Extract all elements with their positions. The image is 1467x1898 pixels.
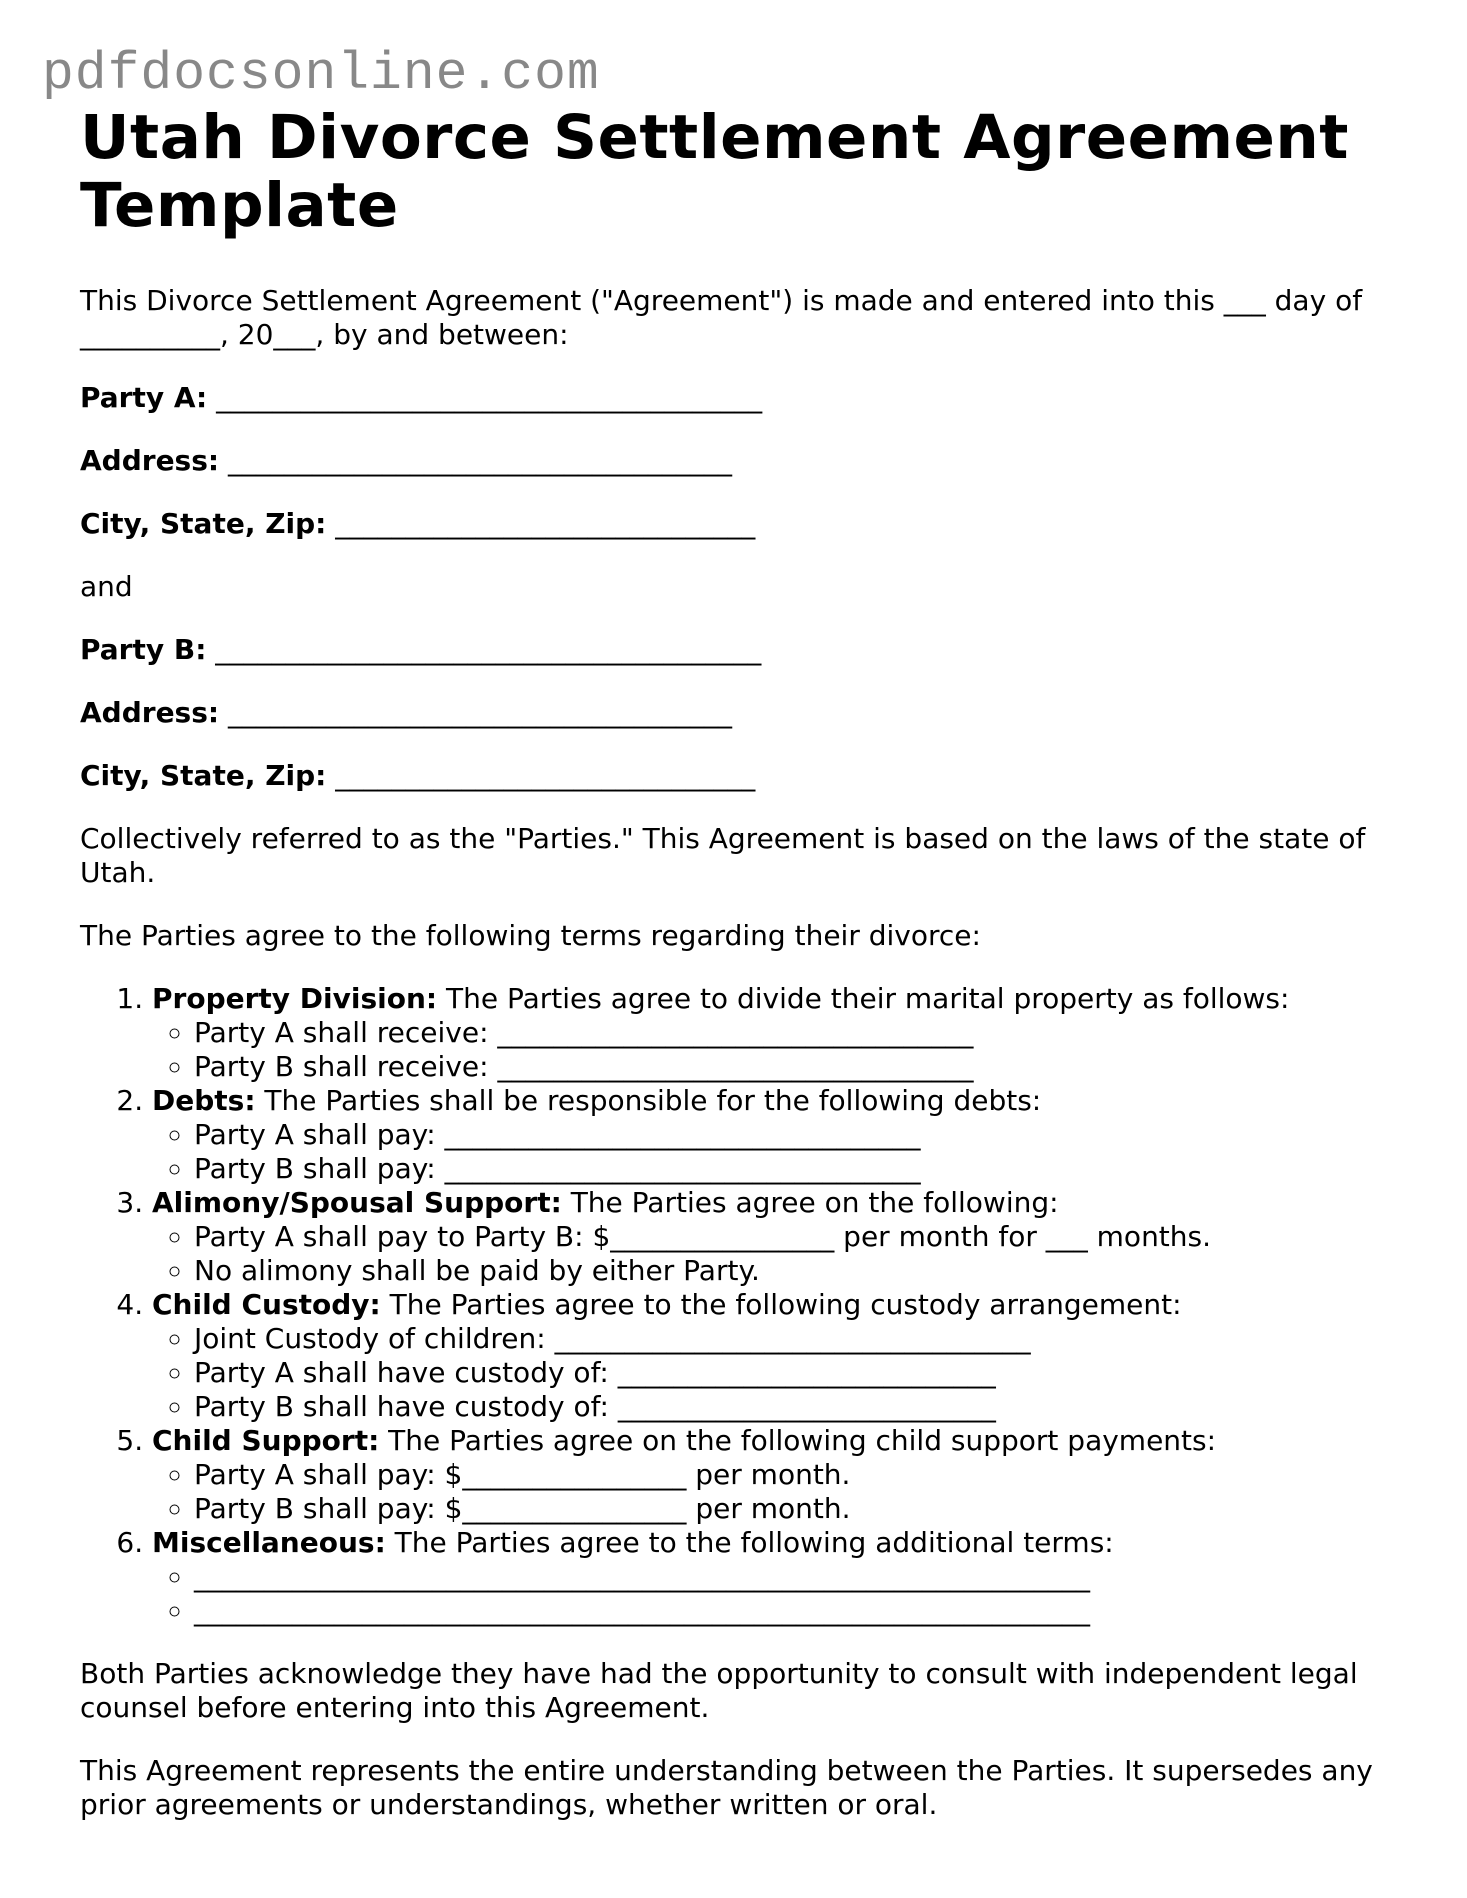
party-b-city-blank[interactable]: ______________________________ [326, 759, 756, 792]
section-title: Miscellaneous: [152, 1526, 386, 1559]
section-title: Property Division: [152, 982, 438, 1015]
party-b-address-blank[interactable]: ____________________________________ [219, 696, 732, 729]
acknowledge-paragraph: Both Parties acknowledge they have had the opportunity to consult with independent legal counsel before entering into this Agreement. [80, 1657, 1358, 1724]
collectively-paragraph: Collectively referred to as the "Parties." This Agreement is based on the laws of the state of Utah. [80, 822, 1366, 889]
list-item[interactable]: ◦ Party A shall pay: $________________ per month. [194, 1458, 1400, 1492]
party-b-name-label: Party B: [80, 633, 207, 666]
list-item[interactable]: ◦ ________________________________________________________________ [194, 1560, 1400, 1594]
party-b-address-field[interactable] [80, 696, 1400, 730]
section-text: The Parties agree to the following additional terms: [385, 1526, 1114, 1559]
party-a-name-field[interactable] [80, 381, 1400, 415]
party-a-city-field[interactable] [80, 507, 1400, 541]
list-item[interactable]: ◦ Party B shall receive: __________________________________ [194, 1050, 1400, 1084]
party-a-address-blank[interactable]: ____________________________________ [219, 444, 732, 477]
list-item[interactable]: ◦ Party B shall pay: __________________________________ [194, 1152, 1400, 1186]
list-item[interactable]: ◦ Party B shall pay: $________________ per month. [194, 1492, 1400, 1526]
entire-agreement-paragraph: This Agreement represents the entire understanding between the Parties. It supersedes any prior agreements or understandings, whether written or oral. [80, 1754, 1373, 1821]
party-b-city-label: City, State, Zip: [80, 759, 327, 792]
party-b-address-label: Address: [80, 696, 220, 729]
section-child-custody [152, 1288, 1400, 1424]
section-title: Child Custody: [152, 1288, 381, 1321]
section-text: The Parties agree on the following: [561, 1186, 1059, 1219]
and-text: and [80, 570, 133, 603]
list-item: ◦ No alimony shall be paid by either Party. [194, 1254, 1400, 1288]
section-title: Alimony/Spousal Support: [152, 1186, 562, 1219]
document-title: Utah Divorce Settlement Agreement Template [80, 102, 1349, 241]
section-text: The Parties shall be responsible for the following debts: [255, 1084, 1042, 1117]
section-text: The Parties agree on the following child support payments: [379, 1424, 1217, 1457]
section-alimony [152, 1186, 1400, 1288]
list-item[interactable]: ◦ Party B shall have custody of: ___________________________ [194, 1390, 1400, 1424]
party-a-city-label: City, State, Zip: [80, 507, 327, 540]
party-a-address-field[interactable] [80, 444, 1400, 478]
section-text: The Parties agree to the following custody arrangement: [380, 1288, 1182, 1321]
party-a-city-blank[interactable]: ______________________________ [326, 507, 756, 540]
party-a-name-blank[interactable]: _______________________________________ [207, 381, 763, 414]
party-b-city-field[interactable] [80, 759, 1400, 793]
list-item[interactable]: ◦ Party A shall pay to Party B: $________________ per month for ___ months. [194, 1220, 1400, 1254]
party-b-name-blank[interactable]: _______________________________________ [206, 633, 762, 666]
document-body [80, 104, 1400, 1822]
watermark: pdfdocsonline.com [42, 44, 600, 104]
section-debts [152, 1084, 1400, 1186]
list-item[interactable]: ◦ Party A shall pay: __________________________________ [194, 1118, 1400, 1152]
party-b-name-field[interactable] [80, 633, 1400, 667]
list-item[interactable]: ◦ Joint Custody of children: __________________________________ [194, 1322, 1400, 1356]
intro-paragraph: This Divorce Settlement Agreement ("Agreement") is made and entered into this ___ day of __________, 20___, by and between: [80, 284, 1363, 351]
section-child-support [152, 1424, 1400, 1526]
section-miscellaneous [152, 1526, 1400, 1628]
party-a-address-label: Address: [80, 444, 220, 477]
party-a-name-label: Party A: [80, 381, 208, 414]
section-text: The Parties agree to divide their marital property as follows: [437, 982, 1290, 1015]
list-item[interactable]: ◦ ________________________________________________________________ [194, 1594, 1400, 1628]
section-title: Debts: [152, 1084, 256, 1117]
section-title: Child Support: [152, 1424, 380, 1457]
list-item[interactable]: ◦ Party A shall have custody of: ___________________________ [194, 1356, 1400, 1390]
terms-list [80, 982, 1400, 1628]
section-property-division [152, 982, 1400, 1084]
terms-intro: The Parties agree to the following terms regarding their divorce: [80, 919, 981, 952]
list-item[interactable]: ◦ Party A shall receive: __________________________________ [194, 1016, 1400, 1050]
